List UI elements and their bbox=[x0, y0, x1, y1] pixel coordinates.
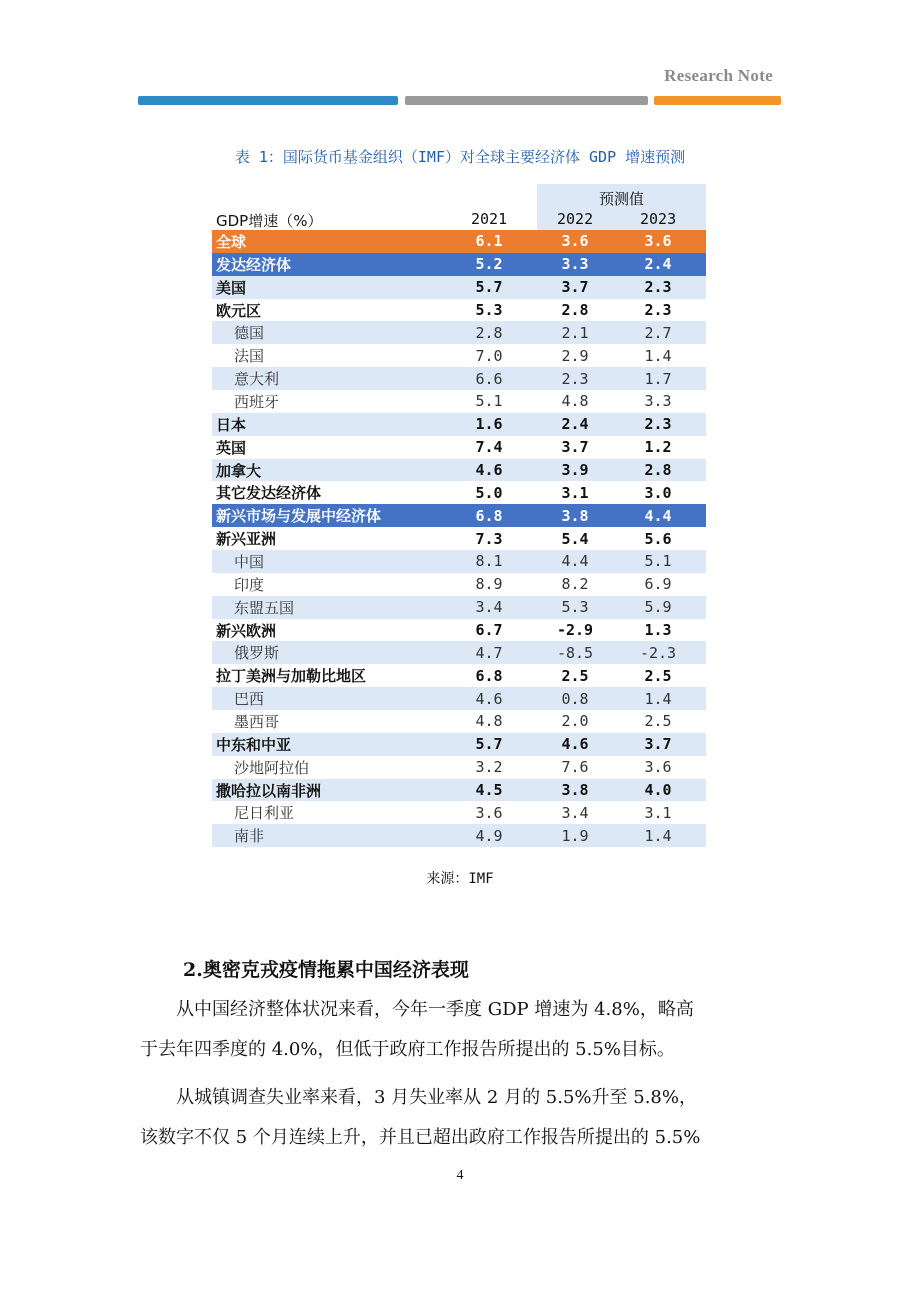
header-bar-orange bbox=[654, 96, 781, 105]
row-value-2023: 2.4 bbox=[644, 255, 672, 274]
table-row bbox=[212, 413, 706, 436]
row-label: 发达经济体 bbox=[216, 255, 292, 274]
row-value-2021: 6.8 bbox=[475, 666, 503, 685]
row-value-2023: 1.2 bbox=[644, 438, 672, 457]
row-value-2023: 4.4 bbox=[644, 506, 672, 525]
row-value-2021: 5.7 bbox=[475, 735, 503, 754]
row-value-2021: 6.6 bbox=[475, 369, 503, 388]
table-row bbox=[212, 687, 706, 710]
row-value-2021: 5.3 bbox=[475, 301, 503, 319]
row-value-2023: 4.0 bbox=[644, 781, 672, 800]
row-value-2022: 3.6 bbox=[561, 232, 589, 251]
row-value-2023: 2.5 bbox=[644, 712, 672, 731]
row-value-2023: 2.3 bbox=[644, 278, 672, 297]
table-row bbox=[212, 367, 706, 390]
row-value-2023: 3.1 bbox=[644, 803, 672, 822]
row-value-2021: 4.9 bbox=[475, 826, 503, 845]
row-value-2022: 2.9 bbox=[561, 346, 589, 365]
paragraph-line: 从中国经济整体状况来看，今年一季度 GDP 增速为 4.8%，略高 bbox=[176, 999, 694, 1020]
paragraph-gdp bbox=[140, 990, 782, 1070]
row-label: 中国 bbox=[234, 552, 265, 571]
paragraph-line: 该数字不仅 5 个月连续上升，并且已超出政府工作报告所提出的 5.5% bbox=[140, 1127, 701, 1148]
table-row bbox=[212, 390, 706, 413]
table-row bbox=[212, 459, 706, 482]
row-label: 法国 bbox=[234, 347, 265, 366]
row-value-2023: 1.4 bbox=[644, 346, 672, 365]
row-label: 西班牙 bbox=[234, 392, 280, 411]
row-value-2021: 8.9 bbox=[475, 575, 503, 594]
section-heading: 2.奥密克戎疫情拖累中国经济表现 bbox=[183, 959, 469, 981]
column-header-2022: 2022 bbox=[557, 210, 594, 228]
table-row bbox=[212, 573, 706, 596]
row-value-2021: 3.6 bbox=[475, 803, 503, 822]
row-value-2021: 4.8 bbox=[475, 712, 503, 731]
table-row bbox=[212, 504, 706, 527]
row-value-2021: 5.0 bbox=[475, 483, 503, 502]
table-row bbox=[212, 299, 706, 322]
row-value-2021: 4.5 bbox=[475, 781, 503, 800]
row-value-2023: 2.5 bbox=[644, 666, 672, 685]
column-header-gdp: GDP增速（%） bbox=[216, 212, 323, 230]
table-row bbox=[212, 550, 706, 573]
row-value-2023: 5.9 bbox=[644, 598, 672, 617]
row-value-2023: 6.9 bbox=[644, 575, 672, 594]
row-label: 拉丁美洲与加勒比地区 bbox=[216, 667, 367, 686]
row-label: 加拿大 bbox=[216, 461, 262, 480]
paragraph-line: 从城镇调查失业率来看，3 月失业率从 2 月的 5.5%升至 5.8%， bbox=[176, 1087, 697, 1108]
row-label: 南非 bbox=[234, 827, 265, 846]
row-value-2023: 1.4 bbox=[644, 689, 672, 708]
row-value-2022: -2.9 bbox=[556, 621, 594, 640]
row-label: 沙地阿拉伯 bbox=[234, 758, 310, 777]
row-value-2022: 4.8 bbox=[561, 392, 589, 411]
row-value-2023: 1.4 bbox=[644, 826, 672, 845]
forecast-label: 预测值 bbox=[598, 190, 644, 208]
table-source: 来源：IMF bbox=[426, 871, 494, 887]
research-note-label: Research Note bbox=[664, 66, 773, 85]
row-value-2022: -8.5 bbox=[556, 643, 594, 662]
row-value-2022: 7.6 bbox=[561, 758, 589, 777]
row-label: 墨西哥 bbox=[234, 712, 280, 731]
row-label: 印度 bbox=[234, 575, 265, 594]
row-value-2022: 3.8 bbox=[561, 506, 589, 525]
row-value-2022: 3.7 bbox=[561, 278, 589, 297]
table-row bbox=[212, 481, 706, 504]
table-row bbox=[212, 321, 706, 344]
row-value-2021: 5.2 bbox=[475, 255, 503, 274]
header-bar-gray bbox=[405, 96, 648, 105]
table-row bbox=[212, 619, 706, 642]
row-value-2021: 1.6 bbox=[475, 415, 503, 434]
row-value-2023: 2.3 bbox=[644, 301, 672, 319]
page-number: 4 bbox=[456, 1168, 464, 1183]
row-value-2023: 5.6 bbox=[644, 529, 672, 548]
paragraph-line: 于去年四季度的 4.0%，但低于政府工作报告所提出的 5.5%目标。 bbox=[140, 1039, 675, 1060]
row-value-2022: 3.1 bbox=[561, 483, 589, 502]
row-value-2023: 3.6 bbox=[644, 758, 672, 777]
table-row bbox=[212, 824, 706, 847]
row-value-2023: -2.3 bbox=[639, 643, 677, 662]
row-value-2022: 3.9 bbox=[561, 461, 589, 480]
table-row bbox=[212, 276, 706, 299]
row-value-2023: 1.3 bbox=[644, 621, 672, 640]
row-value-2023: 2.3 bbox=[644, 415, 672, 434]
table-row bbox=[212, 230, 706, 253]
table-body bbox=[212, 230, 706, 847]
row-value-2023: 3.7 bbox=[644, 735, 672, 754]
row-label: 巴西 bbox=[234, 690, 265, 709]
row-value-2021: 6.8 bbox=[475, 506, 503, 525]
paragraph-unemployment bbox=[140, 1078, 782, 1158]
row-value-2021: 5.1 bbox=[475, 392, 503, 411]
row-label: 美国 bbox=[216, 278, 247, 297]
row-value-2021: 3.2 bbox=[475, 758, 503, 777]
row-value-2022: 4.6 bbox=[561, 735, 589, 754]
row-value-2022: 3.3 bbox=[561, 255, 589, 274]
row-label: 撒哈拉以南非洲 bbox=[216, 781, 322, 800]
row-label: 英国 bbox=[216, 438, 247, 457]
row-value-2021: 8.1 bbox=[475, 552, 503, 571]
table-row bbox=[212, 596, 706, 619]
table-row bbox=[212, 801, 706, 824]
row-value-2022: 2.0 bbox=[561, 712, 589, 731]
row-label: 意大利 bbox=[234, 370, 280, 389]
row-value-2022: 2.3 bbox=[561, 369, 589, 388]
row-value-2023: 2.8 bbox=[644, 461, 672, 480]
row-label: 新兴欧洲 bbox=[216, 621, 277, 640]
table-title: 表 1：国际货币基金组织（IMF）对全球主要经济体 GDP 增速预测 bbox=[234, 148, 686, 166]
row-value-2022: 1.9 bbox=[561, 826, 589, 845]
row-value-2022: 2.1 bbox=[561, 323, 589, 342]
column-header-2021: 2021 bbox=[471, 210, 508, 228]
row-value-2023: 1.7 bbox=[644, 369, 672, 388]
row-label: 德国 bbox=[234, 324, 265, 343]
row-value-2022: 4.4 bbox=[561, 552, 589, 571]
row-label: 尼日利亚 bbox=[234, 804, 295, 823]
row-value-2021: 7.0 bbox=[475, 346, 503, 365]
row-value-2022: 3.8 bbox=[561, 781, 589, 800]
row-value-2022: 2.4 bbox=[561, 415, 589, 434]
table-row bbox=[212, 344, 706, 367]
row-value-2022: 2.5 bbox=[561, 666, 589, 685]
row-value-2021: 4.6 bbox=[475, 689, 503, 708]
row-value-2021: 2.8 bbox=[475, 323, 503, 342]
row-value-2023: 3.0 bbox=[644, 483, 672, 502]
table-row bbox=[212, 664, 706, 687]
table-row bbox=[212, 253, 706, 276]
row-value-2021: 3.4 bbox=[475, 598, 503, 617]
row-label: 全球 bbox=[216, 232, 247, 251]
row-value-2021: 4.6 bbox=[475, 461, 503, 480]
row-value-2021: 6.7 bbox=[475, 621, 503, 640]
row-label: 中东和中亚 bbox=[216, 735, 292, 754]
row-value-2022: 5.4 bbox=[561, 529, 589, 548]
header-bar-blue bbox=[138, 96, 398, 105]
row-label: 新兴市场与发展中经济体 bbox=[216, 507, 382, 526]
row-value-2021: 6.1 bbox=[475, 232, 503, 251]
table-row bbox=[212, 641, 706, 664]
row-value-2022: 0.8 bbox=[561, 689, 589, 708]
table-row bbox=[212, 779, 706, 802]
row-label: 俄罗斯 bbox=[234, 644, 280, 663]
table-row bbox=[212, 436, 706, 459]
table-row bbox=[212, 756, 706, 779]
row-label: 欧元区 bbox=[216, 301, 262, 320]
row-label: 东盟五国 bbox=[234, 598, 295, 617]
row-label: 其它发达经济体 bbox=[216, 484, 322, 503]
row-value-2022: 3.4 bbox=[561, 803, 589, 822]
row-value-2021: 4.7 bbox=[475, 643, 503, 662]
row-value-2023: 3.3 bbox=[644, 392, 672, 411]
row-label: 日本 bbox=[216, 415, 247, 434]
row-value-2022: 5.3 bbox=[561, 598, 589, 617]
table-row bbox=[212, 527, 706, 550]
table-row bbox=[212, 710, 706, 733]
row-label: 新兴亚洲 bbox=[216, 530, 277, 549]
row-value-2022: 8.2 bbox=[561, 575, 589, 594]
row-value-2023: 5.1 bbox=[644, 552, 672, 571]
row-value-2021: 7.3 bbox=[475, 529, 503, 548]
row-value-2022: 2.8 bbox=[561, 301, 589, 319]
row-value-2023: 3.6 bbox=[644, 232, 672, 251]
row-value-2021: 7.4 bbox=[475, 438, 503, 457]
table-row bbox=[212, 733, 706, 756]
row-value-2022: 3.7 bbox=[561, 438, 589, 457]
column-header-2023: 2023 bbox=[640, 210, 677, 228]
row-value-2023: 2.7 bbox=[644, 323, 672, 342]
row-value-2021: 5.7 bbox=[475, 278, 503, 297]
